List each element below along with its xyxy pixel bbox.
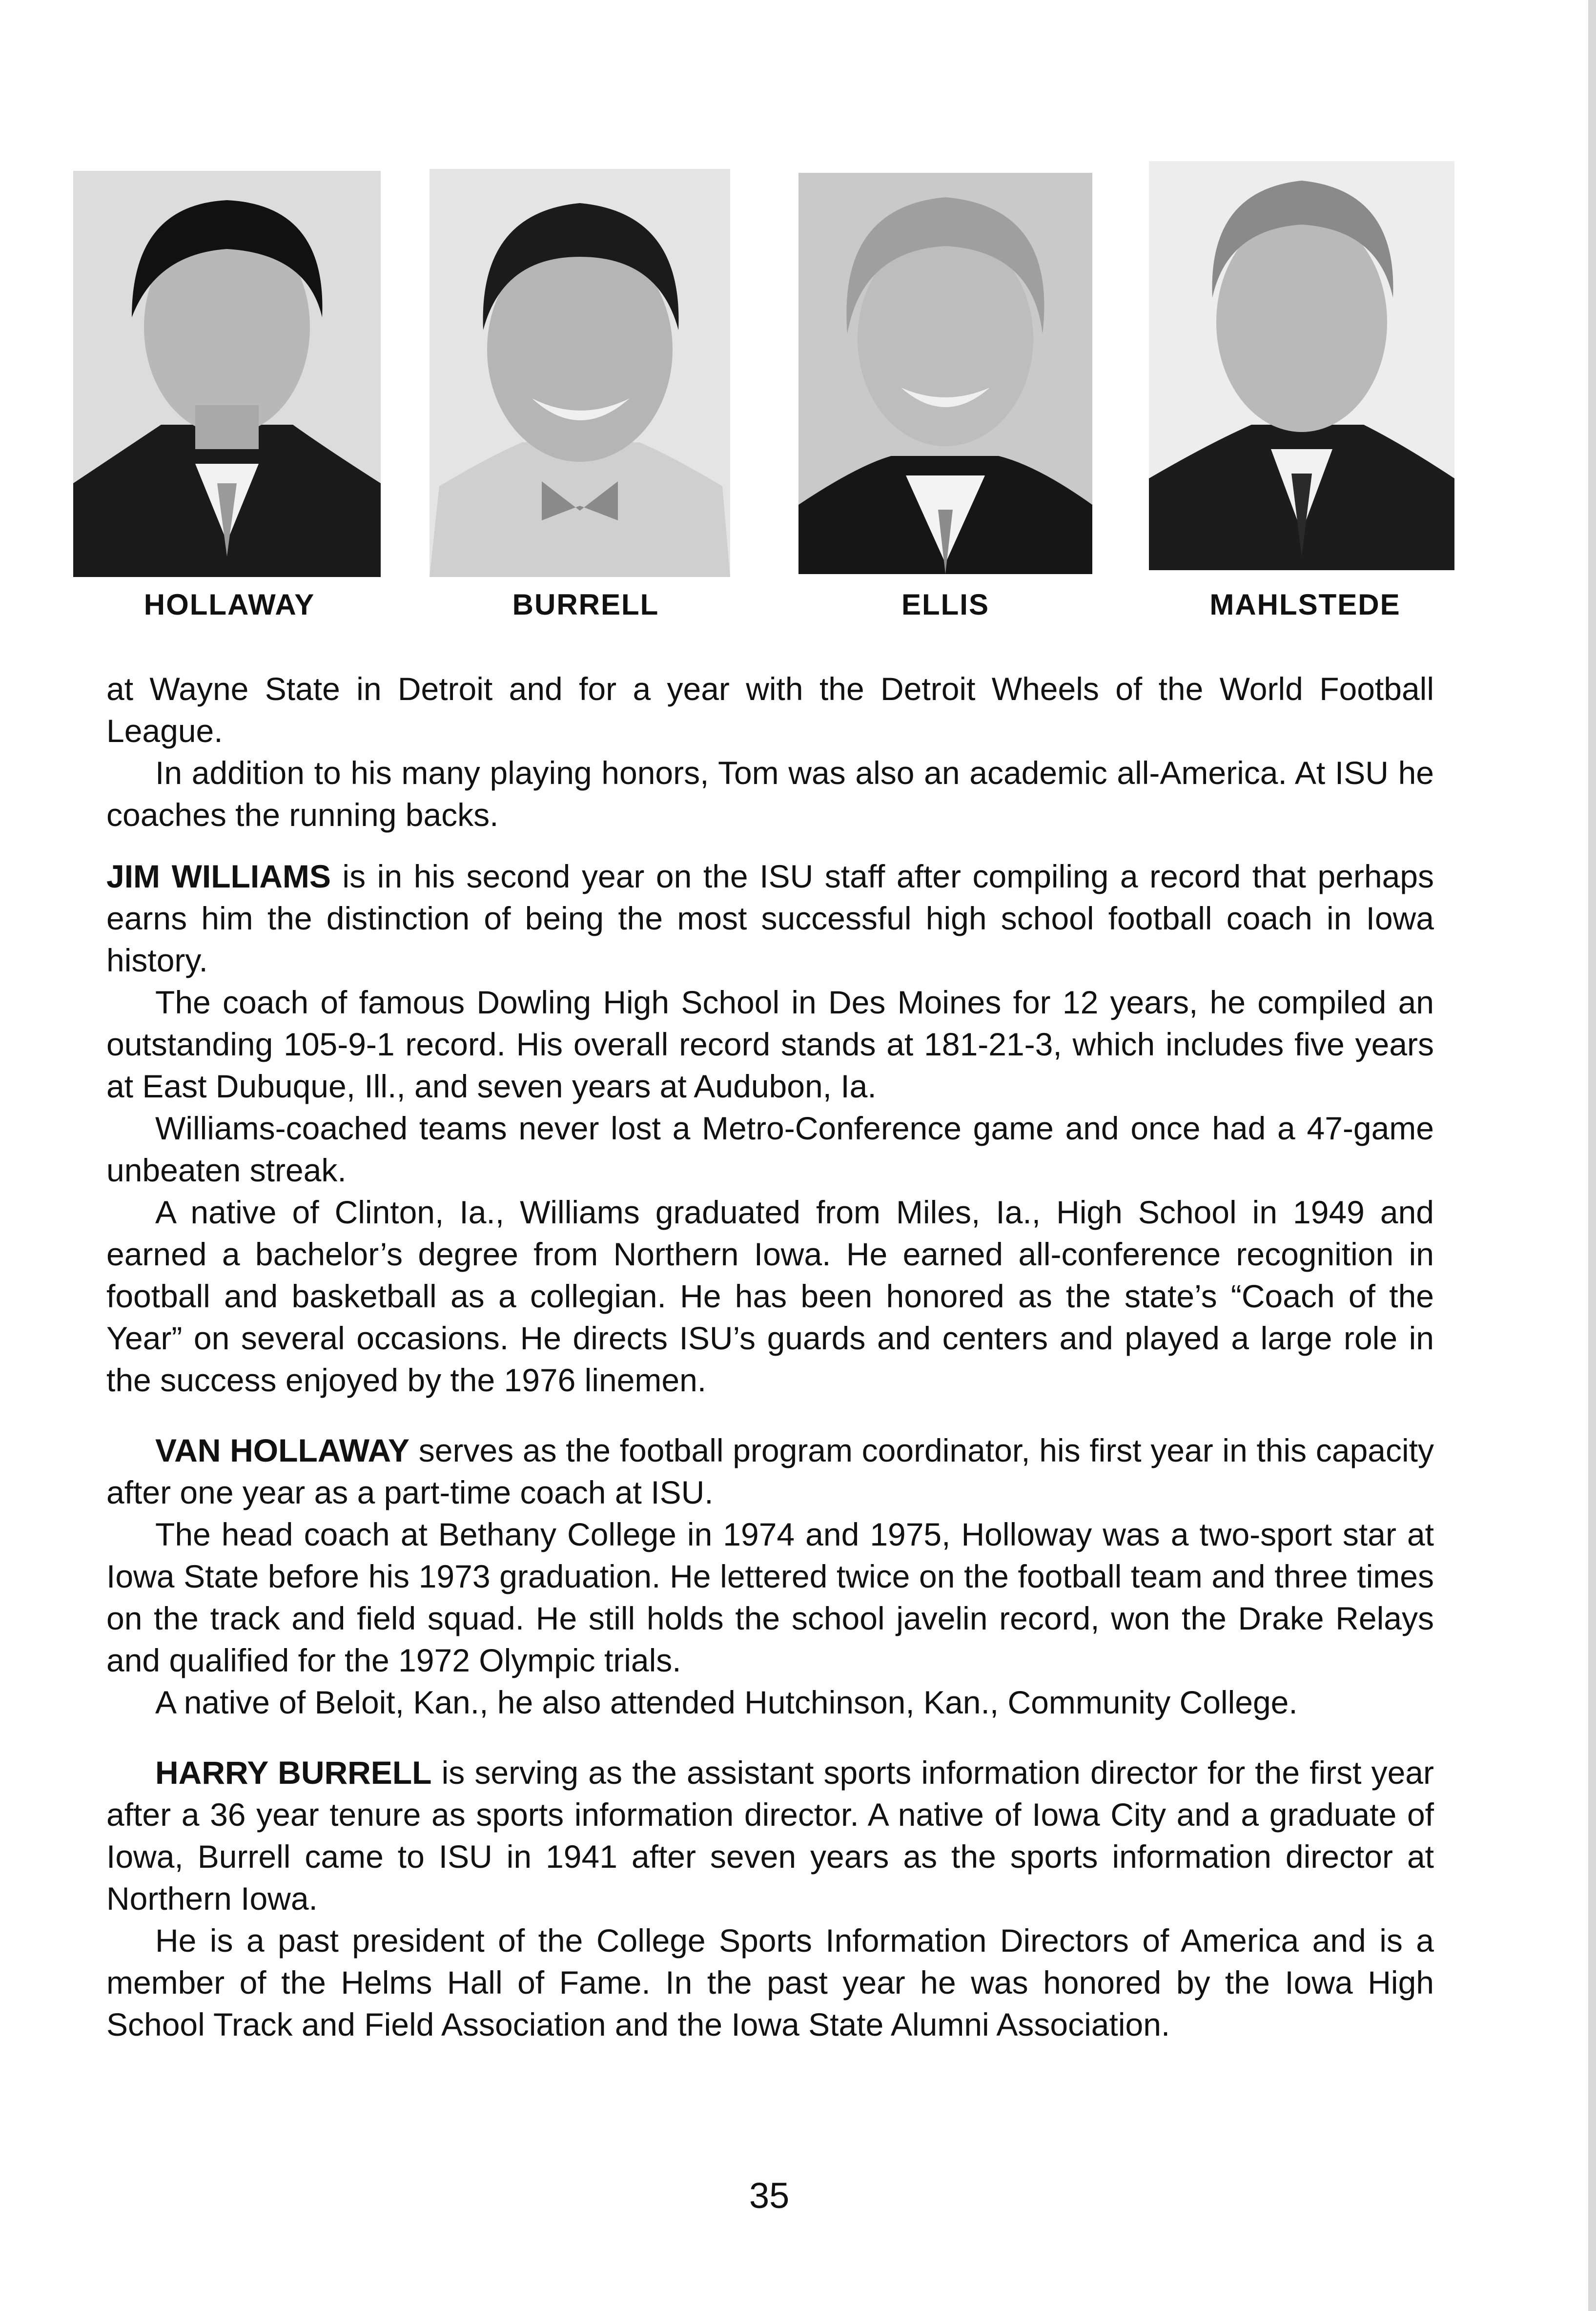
photo-caption: HOLLAWAY	[143, 588, 315, 621]
photo-caption: BURRELL	[512, 588, 659, 621]
paragraph	[106, 752, 1434, 836]
paragraph	[106, 668, 1434, 752]
paragraph	[106, 1681, 1434, 1723]
paragraph-text: Williams-coached teams never lost a Metro-Conference game and once had a 47-game unbeaten streak.	[106, 1110, 1434, 1188]
photo-mahlstede	[1149, 161, 1454, 570]
paragraph-text: He is a past president of the College Sports Information Directors of America and is a member of the Helms Hall of Fame. In the past year he was honored by the Iowa High School Track and Field Association and the Iowa State Alumni Association.	[106, 1922, 1434, 2043]
paragraph-text: is in his second year on the ISU staff after compiling a record that perhaps earns him the distinction of being the most successful high school football coach in Iowa history.	[106, 858, 1434, 978]
photo-ellis	[798, 173, 1092, 574]
paragraph	[106, 1752, 1434, 1919]
bio-name: HARRY BURRELL	[155, 1754, 432, 1791]
page-edge	[1588, 0, 1596, 2311]
page-number: 35	[749, 2175, 790, 2216]
photo-burrell	[430, 169, 730, 577]
bio-name: JIM WILLIAMS	[106, 858, 331, 894]
photo-caption: ELLIS	[901, 588, 989, 621]
article-body	[106, 668, 1434, 2045]
paragraph	[106, 1919, 1434, 2045]
paragraph	[106, 981, 1434, 1107]
bio-name: VAN HOLLAWAY	[155, 1432, 410, 1468]
paragraph-text: In addition to his many playing honors, Tom was also an academic all-America. At ISU he coaches the running backs.	[106, 755, 1434, 833]
paragraph-text: A native of Clinton, Ia., Williams graduated from Miles, Ia., High School in 1949 and earned a bachelor’s degree from Northern Iowa. He earned all-conference recognition in football and basketball as a collegian. He has been honored as the state’s “Coach of the Year” on several occasions. He directs ISU’s guards and centers and played a large role in the success enjoyed by the 1976 linemen.	[106, 1194, 1434, 1398]
paragraph	[106, 855, 1434, 981]
paragraph	[106, 1513, 1434, 1681]
paragraph-text: at Wayne State in Detroit and for a year with the Detroit Wheels of the World Football League.	[106, 671, 1434, 749]
photo-caption: MAHLSTEDE	[1209, 588, 1401, 621]
paragraph-text: The coach of famous Dowling High School in Des Moines for 12 years, he compiled an outstanding 105-9-1 record. His overall record stands at 181-21-3, which includes five years at East Dubuque, Ill., and seven years at Audubon, Ia.	[106, 984, 1434, 1104]
paragraph-text: The head coach at Bethany College in 1974 and 1975, Holloway was a two-sport star at Iowa State before his 1973 graduation. He lettered twice on the football team and three times on the track and field squad. He still holds the school javelin record, won the Drake Relays and qualified for the 1972 Olympic trials.	[106, 1516, 1434, 1678]
photo-hollaway	[73, 171, 381, 577]
paragraph	[106, 1429, 1434, 1513]
paragraph-text: A native of Beloit, Kan., he also attended Hutchinson, Kan., Community College.	[155, 1684, 1298, 1720]
paragraph-text: is serving as the assistant sports information director for the first year after a 36 year tenure as sports information director. A native of Iowa City and a graduate of Iowa, Burrell came to ISU in 1941 after seven years as the sports information director at Northern Iowa.	[106, 1754, 1434, 1917]
paragraph-text: serves as the football program coordinator, his first year in this capacity after one year as a part-time coach at ISU.	[106, 1432, 1434, 1510]
paragraph	[106, 1107, 1434, 1191]
paragraph	[106, 1191, 1434, 1401]
